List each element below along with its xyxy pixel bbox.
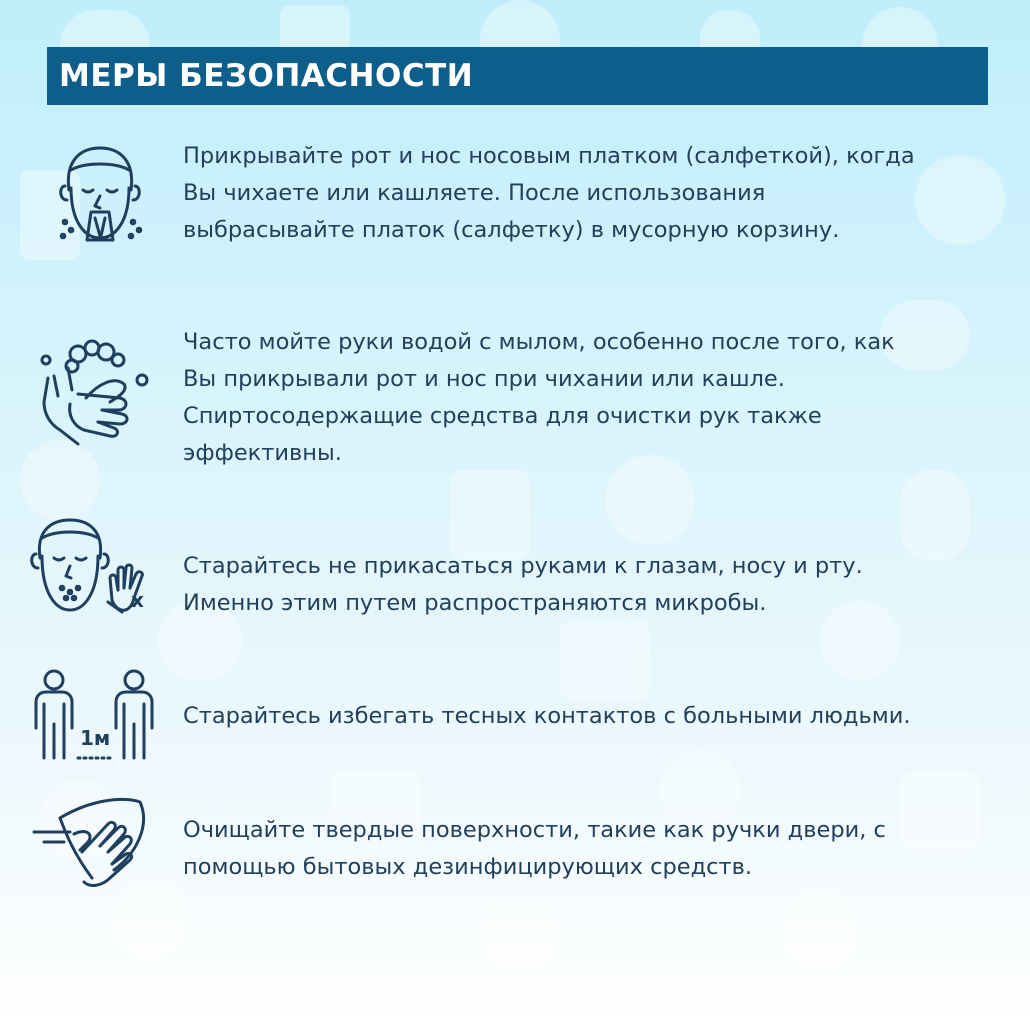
safety-item-text: Очищайте твердые поверхности, такие как ручки двери, с помощью бытовых дезинфицирующих средств. <box>183 817 886 880</box>
safety-item-text: Часто мойте руки водой с мылом, особенно после того, как Вы прикрывали рот и нос при чихании или кашле. Спиртосодержащие средства для очистки рук также эффективны. <box>183 329 895 466</box>
safety-item-text: Старайтесь не прикасаться руками к глазам, носу и рту. Именно этим путем распространяются микробы. <box>183 553 863 616</box>
safety-item-text: Прикрывайте рот и нос носовым платком (салфеткой), когда Вы чихаете или кашляете. После использования выбрасывайте платок (салфетку) в мусорную корзину. <box>183 143 915 243</box>
safety-item-text: Старайтесь избегать тесных контактов с больными людьми. <box>183 703 911 729</box>
face-covering-sneeze-icon <box>55 140 145 250</box>
no-face-touching-icon <box>26 516 160 626</box>
x-mark: x <box>131 588 144 612</box>
surface-cleaning-icon <box>30 794 160 894</box>
hand-washing-icon <box>38 338 154 448</box>
social-distance-icon <box>30 668 160 763</box>
distance-label: 1м <box>80 726 111 750</box>
page-title: МЕРЫ БЕЗОПАСНОСТИ <box>59 58 474 94</box>
header-banner <box>47 47 988 105</box>
